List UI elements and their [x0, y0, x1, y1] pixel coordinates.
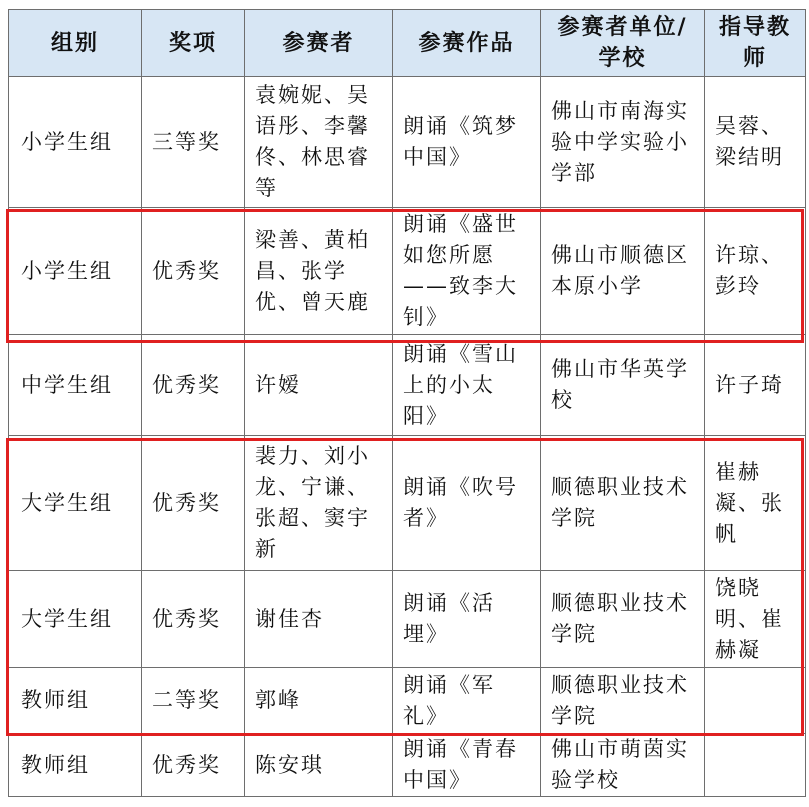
cell-unit-school: 顺德职业技术学院	[541, 571, 705, 668]
cell-work: 朗诵《筑梦中国》	[393, 77, 541, 208]
table-row	[9, 734, 806, 797]
cell-participants: 袁婉妮、吴语彤、李馨佟、林思睿等	[245, 77, 393, 208]
table-row	[9, 77, 806, 208]
cell-award: 优秀奖	[142, 571, 245, 668]
cell-unit-school: 佛山市萌茵实验学校	[541, 734, 705, 797]
cell-group: 小学生组	[9, 77, 142, 208]
award-table	[8, 9, 806, 797]
cell-work: 朗诵《青春中国》	[393, 734, 541, 797]
cell-award: 优秀奖	[142, 734, 245, 797]
cell-unit-school: 佛山市南海实验中学实验小学部	[541, 77, 705, 208]
cell-advisor	[705, 734, 806, 797]
cell-group: 教师组	[9, 734, 142, 797]
header-unit-school: 参赛者单位/学校	[541, 10, 705, 77]
cell-participants: 谢佳杏	[245, 571, 393, 668]
cell-unit-school: 顺德职业技术学院	[541, 436, 705, 571]
cell-advisor: 许琼、彭玲	[705, 208, 806, 335]
cell-participants: 许嫒	[245, 335, 393, 436]
cell-award: 三等奖	[142, 77, 245, 208]
cell-participants: 裴力、刘小龙、宁谦、张超、窦宇新	[245, 436, 393, 571]
header-advisor: 指导教师	[705, 10, 806, 77]
cell-group: 教师组	[9, 668, 142, 734]
cell-award: 优秀奖	[142, 335, 245, 436]
cell-work: 朗诵《吹号者》	[393, 436, 541, 571]
cell-award: 二等奖	[142, 668, 245, 734]
cell-group: 中学生组	[9, 335, 142, 436]
cell-unit-school: 顺德职业技术学院	[541, 668, 705, 734]
table-row	[9, 436, 806, 571]
cell-advisor	[705, 668, 806, 734]
cell-advisor: 吴蓉、梁结明	[705, 77, 806, 208]
header-work: 参赛作品	[393, 10, 541, 77]
cell-work: 朗诵《盛世如您所愿——致李大钊》	[393, 208, 541, 335]
cell-participants: 梁善、黄柏昌、张学优、曾天鹿	[245, 208, 393, 335]
table-row	[9, 668, 806, 734]
cell-advisor: 崔赫凝、张帆	[705, 436, 806, 571]
table-row	[9, 335, 806, 436]
table-row	[9, 208, 806, 335]
cell-work: 朗诵《军礼》	[393, 668, 541, 734]
cell-group: 大学生组	[9, 436, 142, 571]
cell-work: 朗诵《活埋》	[393, 571, 541, 668]
cell-participants: 郭峰	[245, 668, 393, 734]
table-header-row	[9, 10, 806, 77]
table-row	[9, 571, 806, 668]
cell-unit-school: 佛山市华英学校	[541, 335, 705, 436]
cell-award: 优秀奖	[142, 208, 245, 335]
cell-award: 优秀奖	[142, 436, 245, 571]
cell-participants: 陈安琪	[245, 734, 393, 797]
cell-advisor: 饶晓明、崔赫凝	[705, 571, 806, 668]
cell-advisor: 许子琦	[705, 335, 806, 436]
header-participants: 参赛者	[245, 10, 393, 77]
cell-group: 大学生组	[9, 571, 142, 668]
cell-work: 朗诵《雪山上的小太阳》	[393, 335, 541, 436]
cell-group: 小学生组	[9, 208, 142, 335]
header-group: 组别	[9, 10, 142, 77]
cell-unit-school: 佛山市顺德区本原小学	[541, 208, 705, 335]
header-award: 奖项	[142, 10, 245, 77]
